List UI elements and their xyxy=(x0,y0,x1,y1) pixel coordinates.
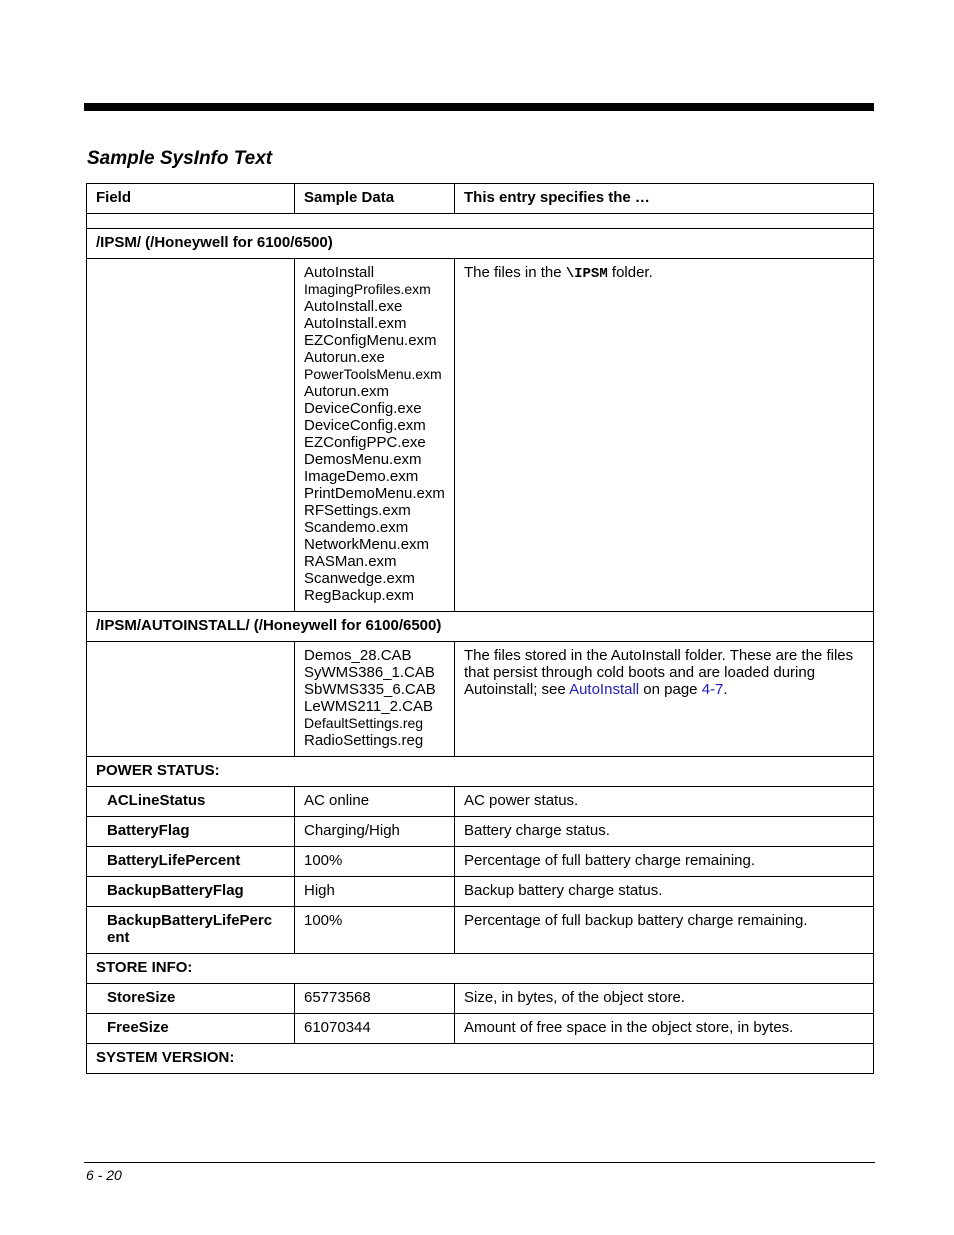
field-name: BackupBatteryFlag xyxy=(87,877,295,907)
page-number: 6 - 20 xyxy=(86,1167,122,1183)
sample-value: 100% xyxy=(295,847,455,877)
file-list-item: DeviceConfig.exe xyxy=(304,400,422,417)
autoinstall-desc-text: The files stored in the AutoInstall folder. These are the files that persist through cold boots and are loaded during Autoinstall; see xyxy=(464,647,854,698)
section-row-system-version xyxy=(87,1044,874,1074)
page-ref-link[interactable]: 4-7 xyxy=(701,681,724,698)
autoinstall-desc-mid: on page xyxy=(639,681,702,698)
table-row xyxy=(87,817,874,847)
file-list-item: ImageDemo.exm xyxy=(304,468,419,485)
ipsm-folder-code: \IPSM xyxy=(565,266,608,282)
file-list-item: AutoInstall xyxy=(304,264,375,281)
ipsm-desc-text: The files in the xyxy=(464,264,566,281)
file-list-item: EZConfigMenu.exm xyxy=(304,332,437,349)
file-list-item: AutoInstall.exm xyxy=(304,315,407,332)
section-row-ipsm xyxy=(87,229,874,259)
file-list-item: Autorun.exe xyxy=(304,349,385,366)
file-list-item: NetworkMenu.exm xyxy=(304,536,430,553)
sample-value: AC online xyxy=(295,787,455,817)
table-row xyxy=(87,1014,874,1044)
section-autoinstall-label: /IPSM/AUTOINSTALL/ (/Honeywell for 6100/6500) xyxy=(87,612,874,642)
table-row xyxy=(87,847,874,877)
file-list-item: LeWMS211_2.CAB xyxy=(304,698,433,715)
file-list-item: AutoInstall.exe xyxy=(304,298,403,315)
ipsm-file-list xyxy=(295,259,455,612)
file-list-item: EZConfigPPC.exe xyxy=(304,434,426,451)
file-list-item: RadioSettings.reg xyxy=(304,732,424,749)
table-row xyxy=(87,984,874,1014)
field-description: AC power status. xyxy=(455,787,874,817)
file-list-item: RFSettings.exm xyxy=(304,502,411,519)
autoinstall-link[interactable]: AutoInstall xyxy=(569,681,640,698)
file-list-item: Scandemo.exm xyxy=(304,519,409,536)
field-description: Size, in bytes, of the object store. xyxy=(455,984,874,1014)
file-list-item: DeviceConfig.exm xyxy=(304,417,426,434)
table-header-row xyxy=(87,184,874,214)
autoinstall-description xyxy=(455,642,874,757)
field-name: BackupBatteryLifePerc ent xyxy=(87,907,295,954)
autoinstall-desc-end: . xyxy=(723,681,728,698)
file-list-item: DefaultSettings.reg xyxy=(304,715,424,731)
file-list-item: PrintDemoMenu.exm xyxy=(304,485,445,502)
header-rule xyxy=(84,103,874,111)
field-cell-empty xyxy=(87,259,295,612)
field-description: Battery charge status. xyxy=(455,817,874,847)
page-title: Sample SysInfo Text xyxy=(87,148,273,169)
section-row-autoinstall xyxy=(87,612,874,642)
field-description: Percentage of full backup battery charge remaining. xyxy=(455,907,874,954)
field-name: BatteryFlag xyxy=(87,817,295,847)
ipsm-description xyxy=(455,259,874,612)
table-row-autoinstall-files xyxy=(87,642,874,757)
sample-value: 61070344 xyxy=(295,1014,455,1044)
field-name: ACLineStatus xyxy=(87,787,295,817)
section-system-version-label: SYSTEM VERSION: xyxy=(87,1044,874,1074)
file-list-item: DemosMenu.exm xyxy=(304,451,422,468)
section-row-store-info xyxy=(87,954,874,984)
table-row xyxy=(87,787,874,817)
file-list-item: Demos_28.CAB xyxy=(304,647,412,664)
header-spacer-row xyxy=(87,214,874,229)
field-cell-empty xyxy=(87,642,295,757)
section-row-power-status xyxy=(87,757,874,787)
field-name: BatteryLifePercent xyxy=(87,847,295,877)
file-list-item: SyWMS386_1.CAB xyxy=(304,664,435,681)
file-list-item: RegBackup.exm xyxy=(304,587,415,604)
table-row xyxy=(87,907,874,954)
section-store-label: STORE INFO: xyxy=(87,954,874,984)
file-list-item: PowerToolsMenu.exm xyxy=(304,366,442,382)
field-name: StoreSize xyxy=(87,984,295,1014)
file-list-item: RASMan.exm xyxy=(304,553,397,570)
header-specifies: This entry specifies the … xyxy=(455,184,874,214)
sample-value: High xyxy=(295,877,455,907)
section-ipsm-label: /IPSM/ (/Honeywell for 6100/6500) xyxy=(87,229,874,259)
table-row-ipsm-files xyxy=(87,259,874,612)
sysinfo-table xyxy=(86,183,874,1074)
ipsm-desc-tail: folder. xyxy=(607,264,653,281)
file-list-item: Scanwedge.exm xyxy=(304,570,415,587)
field-description: Amount of free space in the object store, in bytes. xyxy=(455,1014,874,1044)
file-list-item: Autorun.exm xyxy=(304,383,390,400)
header-sample-data: Sample Data xyxy=(295,184,455,214)
sample-value: 65773568 xyxy=(295,984,455,1014)
field-name: FreeSize xyxy=(87,1014,295,1044)
autoinstall-file-list xyxy=(295,642,455,757)
file-list-item: SbWMS335_6.CAB xyxy=(304,681,436,698)
footer-rule xyxy=(84,1162,875,1163)
field-description: Percentage of full battery charge remaining. xyxy=(455,847,874,877)
sample-value: 100% xyxy=(295,907,455,954)
file-list-item: ImagingProfiles.exm xyxy=(304,281,431,297)
header-field: Field xyxy=(87,184,295,214)
sample-value: Charging/High xyxy=(295,817,455,847)
section-power-label: POWER STATUS: xyxy=(87,757,874,787)
table-row xyxy=(87,877,874,907)
field-description: Backup battery charge status. xyxy=(455,877,874,907)
